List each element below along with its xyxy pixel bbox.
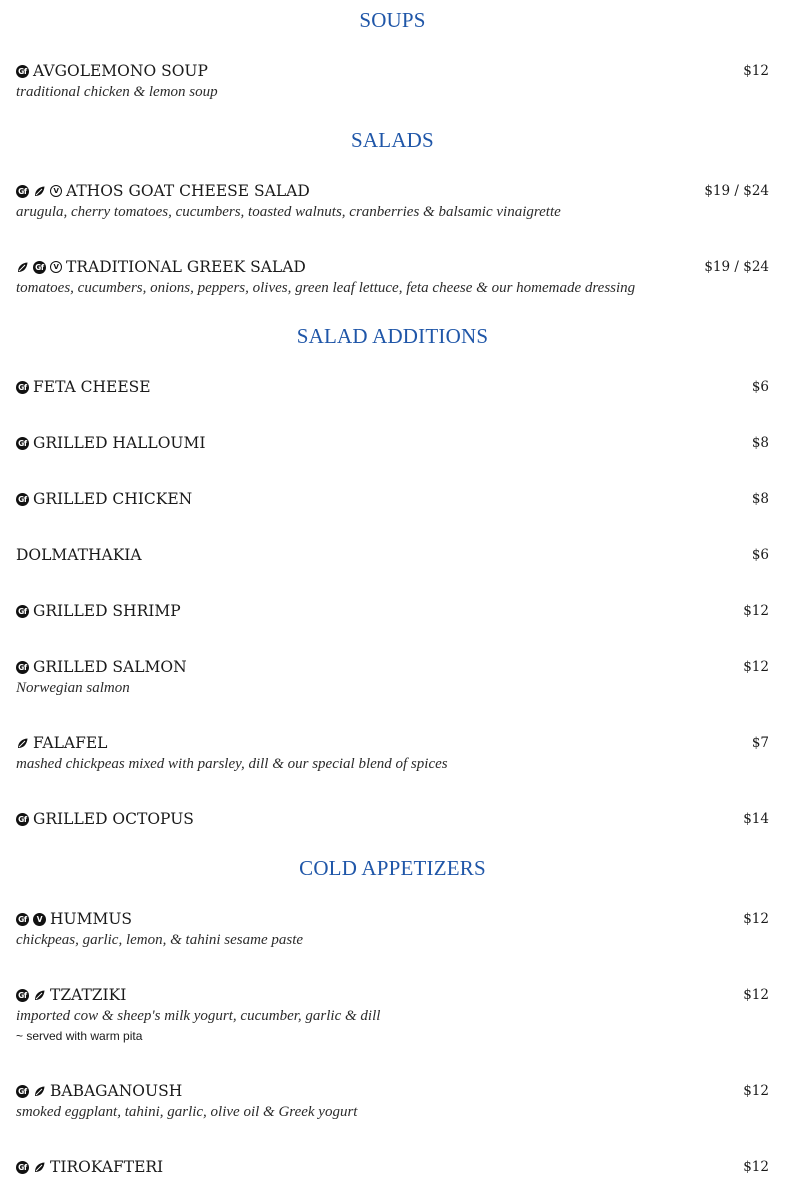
gf-icon: Gf xyxy=(16,605,29,618)
item-name: GRILLED SHRIMP xyxy=(33,602,181,620)
gf-icon: Gf xyxy=(16,989,29,1002)
item-price: $12 xyxy=(743,1083,769,1099)
gf-icon: Gf xyxy=(16,493,29,506)
vegetarian-leaf-icon xyxy=(33,1085,46,1098)
menu-item-avgolemono-soup xyxy=(16,61,769,100)
item-description: Norwegian salmon xyxy=(16,680,130,696)
gf-icon: Gf xyxy=(16,437,29,450)
item-note: ~ served with warm pita xyxy=(16,1029,143,1043)
vegan-v-icon: V xyxy=(50,261,62,273)
menu-item-babaganoush xyxy=(16,1081,769,1120)
vegetarian-leaf-icon xyxy=(16,261,29,274)
menu-item-tzatziki xyxy=(16,985,769,1043)
item-name: GRILLED CHICKEN xyxy=(33,490,193,508)
gf-icon: Gf xyxy=(16,1161,29,1174)
vegetarian-leaf-icon xyxy=(33,185,46,198)
item-price: $12 xyxy=(743,659,769,675)
gf-icon: Gf xyxy=(33,261,46,274)
gf-icon: Gf xyxy=(16,661,29,674)
menu-item-grilled-shrimp xyxy=(16,601,769,621)
item-name: HUMMUS xyxy=(50,910,133,928)
vegetarian-leaf-icon xyxy=(33,989,46,1002)
vegetarian-leaf-icon xyxy=(16,737,29,750)
item-description: tomatoes, cucumbers, onions, peppers, olives, green leaf lettuce, feta cheese & our homemade dressing xyxy=(16,280,636,296)
item-description: imported cow & sheep's milk yogurt, cucumber, garlic & dill xyxy=(16,1008,381,1024)
menu-item-dolmathakia xyxy=(16,545,769,565)
vegan-v-filled-icon: V xyxy=(33,913,46,926)
menu-item-grilled-octopus xyxy=(16,809,769,829)
item-price: $6 xyxy=(751,379,769,395)
gf-icon: Gf xyxy=(16,65,29,78)
item-description: chickpeas, garlic, lemon, & tahini sesame paste xyxy=(16,932,304,948)
item-price: $12 xyxy=(743,63,769,79)
item-name: AVGOLEMONO SOUP xyxy=(33,62,208,80)
item-description: arugula, cherry tomatoes, cucumbers, toasted walnuts, cranberries & balsamic vinaigrette xyxy=(16,204,561,220)
menu-item-feta-cheese xyxy=(16,377,769,397)
item-name: TZATZIKI xyxy=(50,986,127,1004)
gf-icon: Gf xyxy=(16,1085,29,1098)
vegan-v-icon: V xyxy=(50,185,62,197)
item-name: GRILLED HALLOUMI xyxy=(33,434,206,452)
menu-item-grilled-halloumi xyxy=(16,433,769,453)
menu-item-tirokafteri xyxy=(16,1157,769,1177)
item-price: $19 / $24 xyxy=(704,183,769,199)
item-name: TRADITIONAL GREEK SALAD xyxy=(66,258,306,276)
item-name: GRILLED SALMON xyxy=(33,658,187,676)
section-title-soups: SOUPS xyxy=(359,8,426,32)
item-price: $12 xyxy=(743,987,769,1003)
item-price: $7 xyxy=(751,735,769,751)
menu-item-falafel xyxy=(16,733,769,772)
item-name: FETA CHEESE xyxy=(33,378,151,396)
item-name: TIROKAFTERI xyxy=(50,1158,164,1176)
item-description: mashed chickpeas mixed with parsley, dill & our special blend of spices xyxy=(16,756,448,772)
item-price: $8 xyxy=(751,435,769,451)
item-name: ATHOS GOAT CHEESE SALAD xyxy=(66,182,310,200)
item-price: $8 xyxy=(751,491,769,507)
item-price: $14 xyxy=(743,811,769,827)
menu-item-hummus xyxy=(16,909,769,948)
item-price: $6 xyxy=(751,547,769,563)
section-title-salads: SALADS xyxy=(351,128,434,152)
section-title-cold-appetizers: COLD APPETIZERS xyxy=(299,856,486,880)
menu-item-athos-goat-cheese-salad xyxy=(16,181,769,220)
item-price: $12 xyxy=(743,911,769,927)
menu-item-grilled-chicken xyxy=(16,489,769,509)
item-price: $12 xyxy=(743,603,769,619)
gf-icon: Gf xyxy=(16,185,29,198)
vegetarian-leaf-icon xyxy=(33,1161,46,1174)
menu-item-grilled-salmon xyxy=(16,657,769,696)
item-name: FALAFEL xyxy=(33,734,108,752)
item-name: BABAGANOUSH xyxy=(50,1082,183,1100)
gf-icon: Gf xyxy=(16,381,29,394)
menu-item-traditional-greek-salad xyxy=(16,257,769,296)
item-price: $19 / $24 xyxy=(704,259,769,275)
gf-icon: Gf xyxy=(16,813,29,826)
item-name: GRILLED OCTOPUS xyxy=(33,810,194,828)
item-name: DOLMATHAKIA xyxy=(16,546,142,564)
item-description: traditional chicken & lemon soup xyxy=(16,84,218,100)
gf-icon: Gf xyxy=(16,913,29,926)
item-description: smoked eggplant, tahini, garlic, olive oil & Greek yogurt xyxy=(16,1104,358,1120)
section-title-salad-additions: SALAD ADDITIONS xyxy=(296,324,489,348)
item-price: $12 xyxy=(743,1159,769,1175)
